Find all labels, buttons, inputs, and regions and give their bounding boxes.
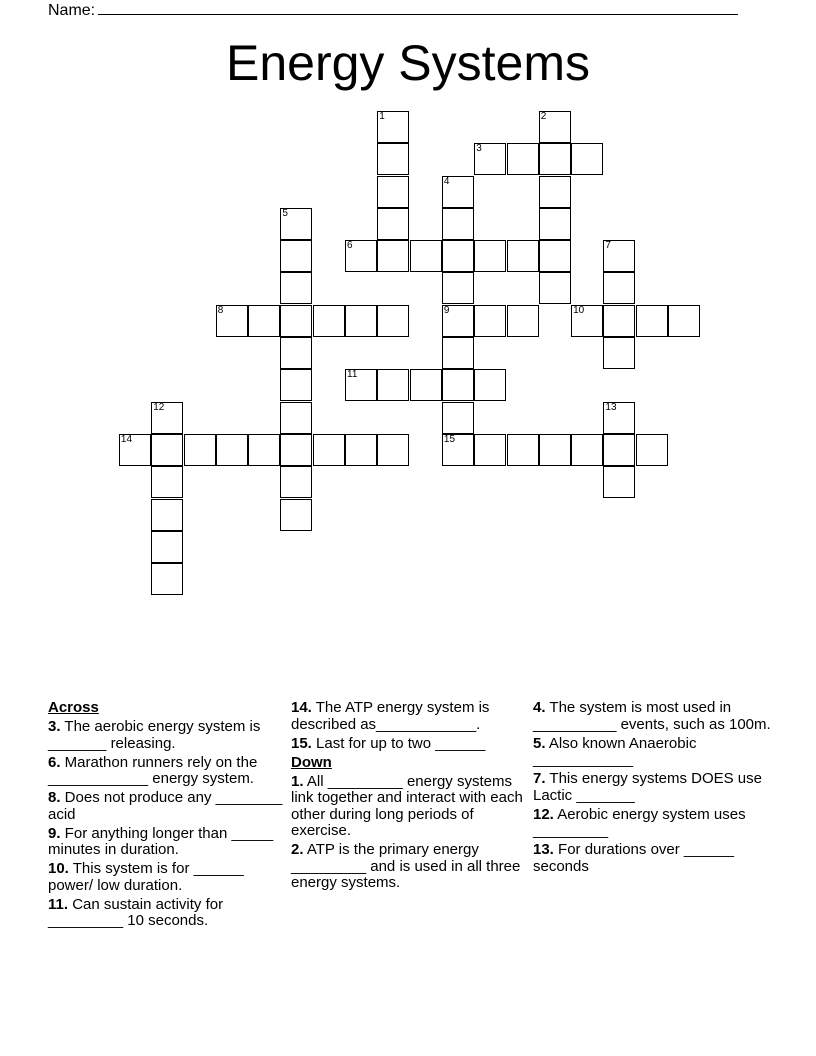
crossword-cell[interactable]	[474, 434, 506, 466]
crossword-cell[interactable]	[507, 143, 539, 175]
clue	[291, 842, 529, 892]
clue	[533, 700, 771, 733]
clue	[48, 897, 286, 930]
crossword-cell[interactable]	[151, 499, 183, 531]
crossword-cell[interactable]	[377, 369, 409, 401]
down-heading: Down	[291, 753, 332, 771]
crossword-cell[interactable]	[442, 369, 474, 401]
crossword-cell[interactable]	[151, 531, 183, 563]
clue-number: 11.	[48, 895, 69, 913]
clue-text: ATP is the primary energy _________ and is used in all three energy systems.	[291, 841, 521, 891]
crossword-cell[interactable]	[119, 434, 151, 466]
crossword-cell[interactable]	[668, 305, 700, 337]
clue-number: 10.	[48, 860, 69, 877]
clue	[48, 719, 286, 752]
clue-text: Last for up to two ______	[311, 734, 486, 752]
crossword-cell[interactable]	[474, 305, 506, 337]
cell-number: 6	[347, 240, 353, 252]
crossword-cell[interactable]	[151, 466, 183, 498]
crossword-cell[interactable]	[248, 305, 280, 337]
crossword-cell[interactable]	[474, 369, 506, 401]
crossword-cell[interactable]	[603, 272, 635, 304]
clue-number: 4.	[533, 699, 546, 716]
clue-number: 15.	[291, 734, 312, 752]
crossword-cell[interactable]	[603, 337, 635, 369]
crossword-cell[interactable]	[442, 176, 474, 208]
cell-number: 7	[605, 240, 611, 252]
clue-text: For anything longer than _____ minutes in duration.	[48, 824, 274, 858]
crossword-cell[interactable]	[571, 434, 603, 466]
across-clue-list	[48, 719, 286, 930]
clue-text: Also known Anaerobic ____________	[533, 734, 697, 768]
clue-number: 12.	[533, 805, 554, 823]
crossword-cell[interactable]	[539, 111, 571, 143]
clue-text: The system is most used in __________ events, such as 100m.	[533, 699, 771, 733]
crossword-cell[interactable]	[184, 434, 216, 466]
clue-text: Can sustain activity for _________ 10 seconds.	[48, 895, 224, 929]
crossword-cell[interactable]	[345, 369, 377, 401]
cell-number: 3	[476, 143, 482, 155]
crossword-cell[interactable]	[280, 369, 312, 401]
name-label: Name:	[48, 2, 96, 19]
clue-number: 14.	[291, 699, 312, 716]
clue-text: For durations over ______ seconds	[533, 841, 734, 875]
crossword-cell[interactable]	[474, 240, 506, 272]
clue-number: 1.	[291, 772, 304, 790]
clue-number: 6.	[48, 753, 61, 771]
crossword-cell[interactable]	[377, 240, 409, 272]
clue	[48, 861, 286, 894]
clue-number: 5.	[533, 734, 546, 752]
clue-text: This energy systems DOES use Lactic _______	[533, 770, 762, 804]
clue-number: 8.	[48, 789, 61, 806]
crossword-cell[interactable]	[507, 240, 539, 272]
cell-number: 15	[443, 433, 456, 445]
across-clue-list-continued	[291, 700, 529, 752]
clue-number: 7.	[533, 770, 546, 787]
crossword-cell[interactable]	[442, 337, 474, 369]
cell-number: 2	[540, 110, 547, 122]
crossword-cell[interactable]	[313, 305, 345, 337]
crossword-cell[interactable]	[636, 305, 668, 337]
crossword-cell[interactable]	[442, 434, 474, 466]
clue	[533, 736, 771, 769]
crossword-cell[interactable]	[539, 240, 571, 272]
clue-text: The aerobic energy system is _______ releasing.	[48, 718, 261, 752]
crossword-cell[interactable]	[345, 434, 377, 466]
clue-text: Does not produce any ________ acid	[48, 789, 283, 823]
crossword-cell[interactable]	[280, 337, 312, 369]
crossword-cell[interactable]	[216, 305, 248, 337]
crossword-cell[interactable]	[377, 176, 409, 208]
crossword-cell[interactable]	[280, 272, 312, 304]
crossword-cell[interactable]	[377, 143, 409, 175]
clue-text: The ATP energy system is described as____________.	[291, 699, 490, 733]
crossword-cell[interactable]	[280, 240, 312, 272]
crossword-cell[interactable]	[410, 240, 442, 272]
crossword-cell[interactable]	[280, 499, 312, 531]
cell-number: 12	[153, 401, 165, 413]
clue-number: 2.	[291, 841, 304, 858]
clue	[533, 771, 771, 804]
crossword-cell[interactable]	[474, 143, 506, 175]
clue	[291, 774, 529, 840]
crossword-cell[interactable]	[539, 143, 571, 175]
clue-number: 3.	[48, 718, 61, 735]
cell-number: 8	[217, 304, 224, 316]
crossword-cell[interactable]	[571, 143, 603, 175]
crossword-cell[interactable]	[442, 208, 474, 240]
crossword-cell[interactable]	[507, 305, 539, 337]
clues-column-1	[48, 700, 286, 932]
cell-number: 5	[282, 207, 288, 219]
crossword-cell[interactable]	[313, 434, 345, 466]
crossword-cell[interactable]	[442, 402, 474, 434]
cell-number: 4	[443, 175, 450, 187]
crossword-cell[interactable]	[539, 272, 571, 304]
clues-column-2	[291, 700, 529, 894]
clue-text: Marathon runners rely on the ____________ energy system.	[48, 753, 258, 787]
page-title: Energy Systems	[225, 35, 590, 91]
clue	[48, 755, 286, 788]
crossword-cell[interactable]	[539, 208, 571, 240]
crossword-cell[interactable]	[636, 434, 668, 466]
clue-text: All _________ energy systems link together and interact with each other during long periods of exercise.	[291, 772, 523, 839]
clue	[533, 807, 771, 840]
cell-number: 1	[379, 110, 385, 122]
crossword-cell[interactable]	[345, 305, 377, 337]
crossword-cell[interactable]	[345, 240, 377, 272]
cell-number: 11	[347, 369, 358, 381]
crossword-cell[interactable]	[216, 434, 248, 466]
clue-text: This system is for ______ power/ low duration.	[48, 860, 244, 894]
cell-number: 14	[120, 433, 133, 445]
crossword-cell[interactable]	[410, 369, 442, 401]
clue	[291, 700, 529, 733]
down-clue-list	[291, 774, 529, 892]
crossword-cell[interactable]	[539, 434, 571, 466]
crossword-cell[interactable]	[603, 434, 635, 466]
crossword-cell[interactable]	[571, 305, 603, 337]
crossword-cell[interactable]	[280, 208, 312, 240]
clue-text: Aerobic energy system uses _________	[533, 805, 746, 839]
crossword-cell[interactable]	[377, 208, 409, 240]
cell-number: 13	[605, 401, 617, 413]
crossword-cell[interactable]	[280, 434, 312, 466]
crossword-cell[interactable]	[442, 305, 474, 337]
crossword-cell[interactable]	[248, 434, 280, 466]
crossword-cell[interactable]	[603, 305, 635, 337]
clues-column-3	[533, 700, 771, 878]
crossword-cell[interactable]	[280, 402, 312, 434]
clue-number: 13.	[533, 841, 554, 858]
cell-number: 10	[573, 304, 585, 316]
crossword-cell[interactable]	[151, 402, 183, 434]
crossword-cell[interactable]	[603, 240, 635, 272]
crossword-cell[interactable]	[507, 434, 539, 466]
crossword-cell[interactable]	[377, 305, 409, 337]
down-clue-list-continued	[533, 700, 771, 875]
crossword-cell[interactable]	[280, 305, 312, 337]
crossword-cell[interactable]	[603, 466, 635, 498]
clue	[48, 826, 286, 859]
crossword-cell[interactable]	[442, 272, 474, 304]
crossword-cell[interactable]	[377, 434, 409, 466]
crossword-cell[interactable]	[539, 176, 571, 208]
crossword-cell[interactable]	[377, 111, 409, 143]
crossword-cell[interactable]	[442, 240, 474, 272]
clue-number: 9.	[48, 824, 61, 842]
clue	[533, 842, 771, 875]
crossword-cell[interactable]	[280, 466, 312, 498]
clue	[291, 736, 529, 753]
across-heading: Across	[48, 699, 99, 716]
crossword-cell[interactable]	[151, 434, 183, 466]
clue	[48, 790, 286, 823]
crossword-cell[interactable]	[151, 563, 183, 595]
crossword-cell[interactable]	[603, 402, 635, 434]
cell-number: 9	[443, 304, 450, 316]
